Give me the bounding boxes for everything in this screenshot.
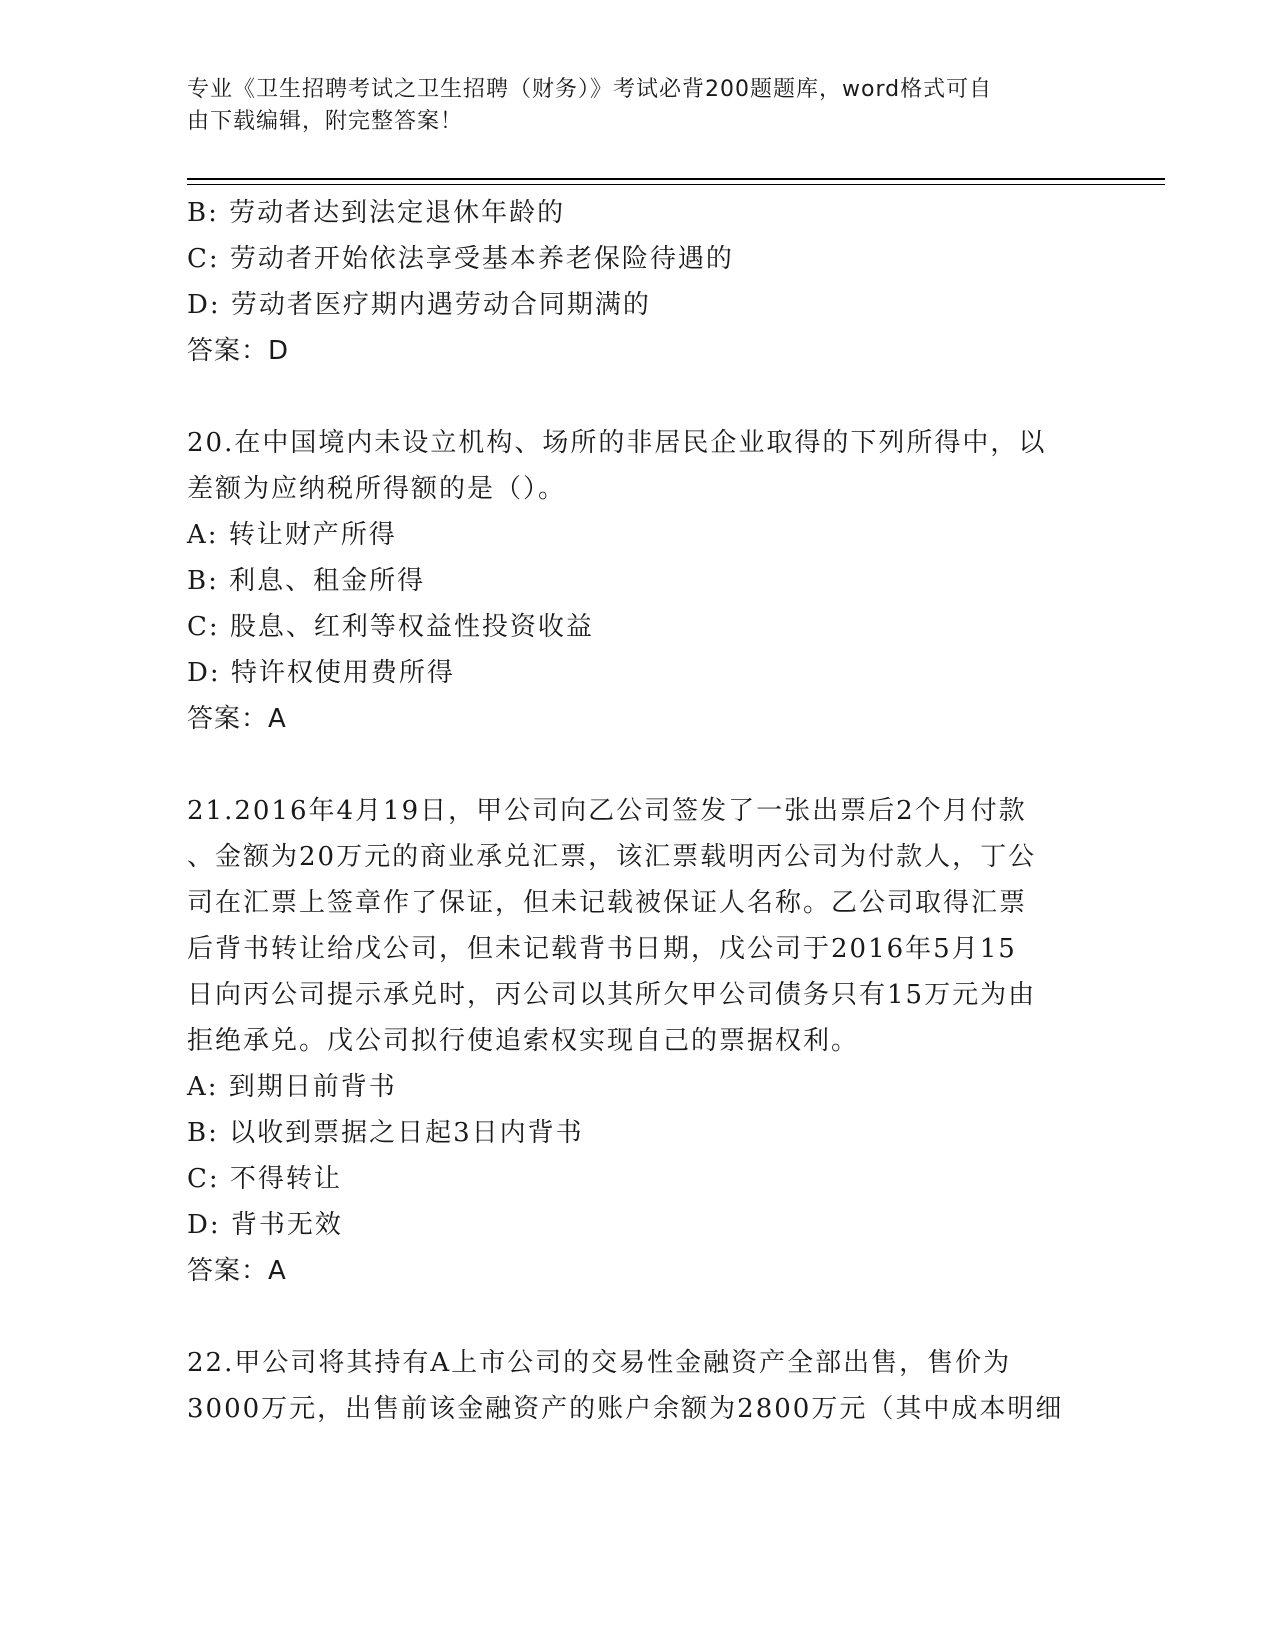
question-21 [187,788,1087,1294]
answer-label: 答案：A [187,1256,287,1286]
option-a: A: 转让财产所得 [187,520,397,550]
option-a: A: 到期日前背书 [187,1072,397,1102]
question-stem-line: 司在汇票上签章作了保证，但未记载被保证人名称。乙公司取得汇票 [187,888,1028,918]
question-stem-line: 差额为应纳税所得额的是（）。 [187,474,567,504]
option-d: D: 特许权使用费所得 [187,658,455,688]
answer-label: 答案：D [187,336,290,366]
option-c: C: 股息、红利等权益性投资收益 [187,612,594,642]
option-d: D: 劳动者医疗期内遇劳动合同期满的 [187,290,651,320]
question-stem-line: 20.在中国境内未设立机构、场所的非居民企业取得的下列所得中，以 [187,428,1047,458]
header-rule-thin [187,184,1165,185]
answer-label: 答案：A [187,704,287,734]
question-stem-line: 、金额为20万元的商业承兑汇票，该汇票载明丙公司为付款人，丁公 [187,842,1037,872]
option-d: D: 背书无效 [187,1210,343,1240]
header-line: 专业《卫生招聘考试之卫生招聘（财务）》考试必背200题题库，word格式可自 [187,77,993,102]
question-content [187,190,1087,1432]
question-stem-line: 日向丙公司提示承兑时，丙公司以其所欠甲公司债务只有15万元为由 [187,980,1037,1010]
question-stem-line: 后背书转让给戊公司，但未记载背书日期，戊公司于2016年5月15 [187,934,1017,964]
option-b: B: 利息、租金所得 [187,566,426,596]
option-b: B: 劳动者达到法定退休年龄的 [187,198,566,228]
question-stem-line: 22.甲公司将其持有A上市公司的交易性金融资产全部出售，售价为 [187,1348,1012,1378]
question-22 [187,1340,1087,1432]
question-19-continued [187,190,1087,374]
question-stem-line: 拒绝承兑。戊公司拟行使追索权实现自己的票据权利。 [187,1026,860,1056]
header-rule-thick [187,178,1165,180]
header-line: 由下载编辑，附完整答案！ [187,109,464,134]
option-c: C: 劳动者开始依法享受基本养老保险待遇的 [187,244,734,274]
option-c: C: 不得转让 [187,1164,342,1194]
question-stem-line: 3000万元，出售前该金融资产的账户余额为2800万元（其中成本明细 [187,1394,1064,1424]
question-stem-line: 21.2016年4月19日，甲公司向乙公司签发了一张出票后2个月付款 [187,796,1027,826]
document-header [187,74,1087,138]
question-20 [187,420,1087,742]
option-b: B: 以收到票据之日起3日内背书 [187,1118,584,1148]
